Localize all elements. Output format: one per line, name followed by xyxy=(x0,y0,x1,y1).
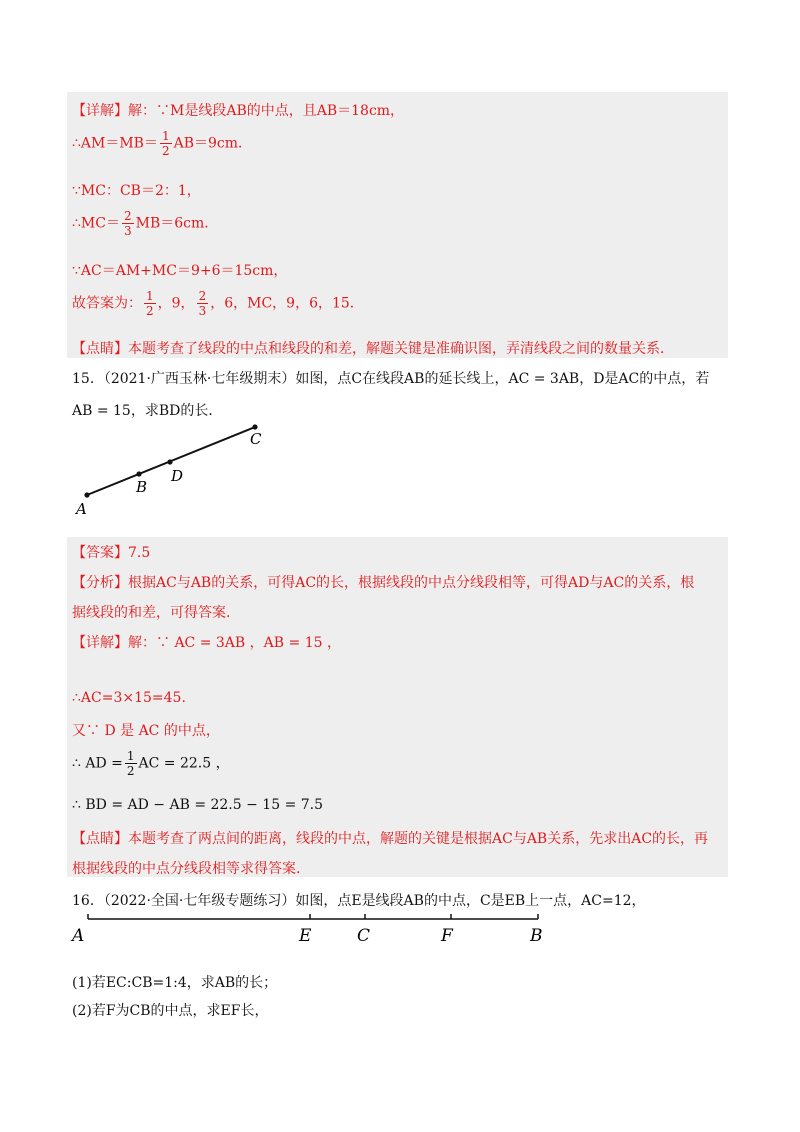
question-16-line-1: 16．（2022·全国·七年级专题练习）如图，点E是线段AB的中点，C是EB上一点，AC=12， xyxy=(72,893,646,909)
fraction-half-answer: $\frac{1}{2}$ xyxy=(146,289,154,318)
label-c: C xyxy=(250,430,262,448)
analysis-15-line-1: 【分析】根据AC与AB的关系，可得AC的长，根据线段的中点分线段相等，可得AD与AC的关系，根 xyxy=(72,575,695,591)
detail-line-4: ∴MC＝ $\frac{2}{3}$ MB＝6cm． xyxy=(72,209,219,238)
detail-15-step-1: ∴AC=3×15=45. xyxy=(72,690,186,706)
detail-line-3: ∵MC：CB＝2：1， xyxy=(72,183,201,199)
question-15-line-1: 15．（2021·广西玉林·七年级期末）如图，点C在线段AB的延长线上，AC = 3AB，D是AC的中点，若 xyxy=(72,371,710,387)
answer-summary-line: 故答案为： $\frac{1}{2}$ ，9， $\frac{2}{3}$ ，6，MC，9，6，15． xyxy=(72,289,364,318)
label-b: B xyxy=(136,478,148,496)
fraction-half-ad: $\frac{1}{2}$ xyxy=(126,749,135,778)
question-16-part-1: (1)若EC:CB=1:4，求AB的长； xyxy=(72,975,278,991)
label-a-16: A xyxy=(72,926,85,946)
figure-15-line-diagram xyxy=(70,420,290,520)
analysis-15-line-2: 据线段的和差，可得答案. xyxy=(72,605,231,621)
detail-15-step-4: ∴ BD = AD − AB = 22.5 − 15 = 7.5 xyxy=(72,797,324,813)
label-d: D xyxy=(171,467,184,485)
detail-15-step-3: ∴ AD = $\frac{1}{2}$ AC = 22.5 ， xyxy=(72,749,230,778)
answer-15: 【答案】7.5 xyxy=(72,545,151,561)
figure-16-line-diagram xyxy=(68,910,548,946)
label-e-16: E xyxy=(299,926,312,946)
comment-line: 【点睛】本题考查了线段的中点和线段的和差，解题关键是准确识图，弄清线段之间的数量关系． xyxy=(72,341,674,357)
question-16-part-2: (2)若F为CB的中点，求EF长， xyxy=(72,1003,269,1019)
label-a: A xyxy=(76,500,87,518)
fraction-half: $\frac{1}{2}$ xyxy=(161,129,170,158)
point-c xyxy=(252,424,257,429)
label-f-16: F xyxy=(441,926,453,946)
point-a xyxy=(84,492,89,497)
label-c-16: C xyxy=(357,926,371,946)
detail-line-2: ∴AM＝MB＝ $\frac{1}{2}$ AB＝9cm． xyxy=(72,129,253,158)
label-b-16: B xyxy=(530,926,543,946)
point-b xyxy=(136,471,141,476)
fraction-two-thirds-answer: $\frac{2}{3}$ xyxy=(198,289,207,318)
comment-15-line-1: 【点睛】本题考查了两点间的距离，线段的中点，解题的关键是根据AC与AB关系，先求出AC的长，再 xyxy=(72,831,709,847)
question-15-line-2: AB = 15，求BD的长． xyxy=(72,403,223,419)
detail-15-step-2: 又∵ D 是 AC 的中点， xyxy=(72,723,220,739)
detail-15-line: 【详解】解：∵ AC = 3AB ，AB = 15 ， xyxy=(72,635,341,651)
detail-line-1: 【详解】解：∵M是线段AB的中点，且AB＝18cm， xyxy=(72,103,405,119)
detail-line-5: ∵AC＝AM+MC＝9+6＝15cm， xyxy=(72,263,288,279)
fraction-two-thirds: $\frac{2}{3}$ xyxy=(123,209,132,238)
point-d xyxy=(167,459,172,464)
comment-15-line-2: 根据线段的中点分线段相等求得答案. xyxy=(72,861,301,877)
